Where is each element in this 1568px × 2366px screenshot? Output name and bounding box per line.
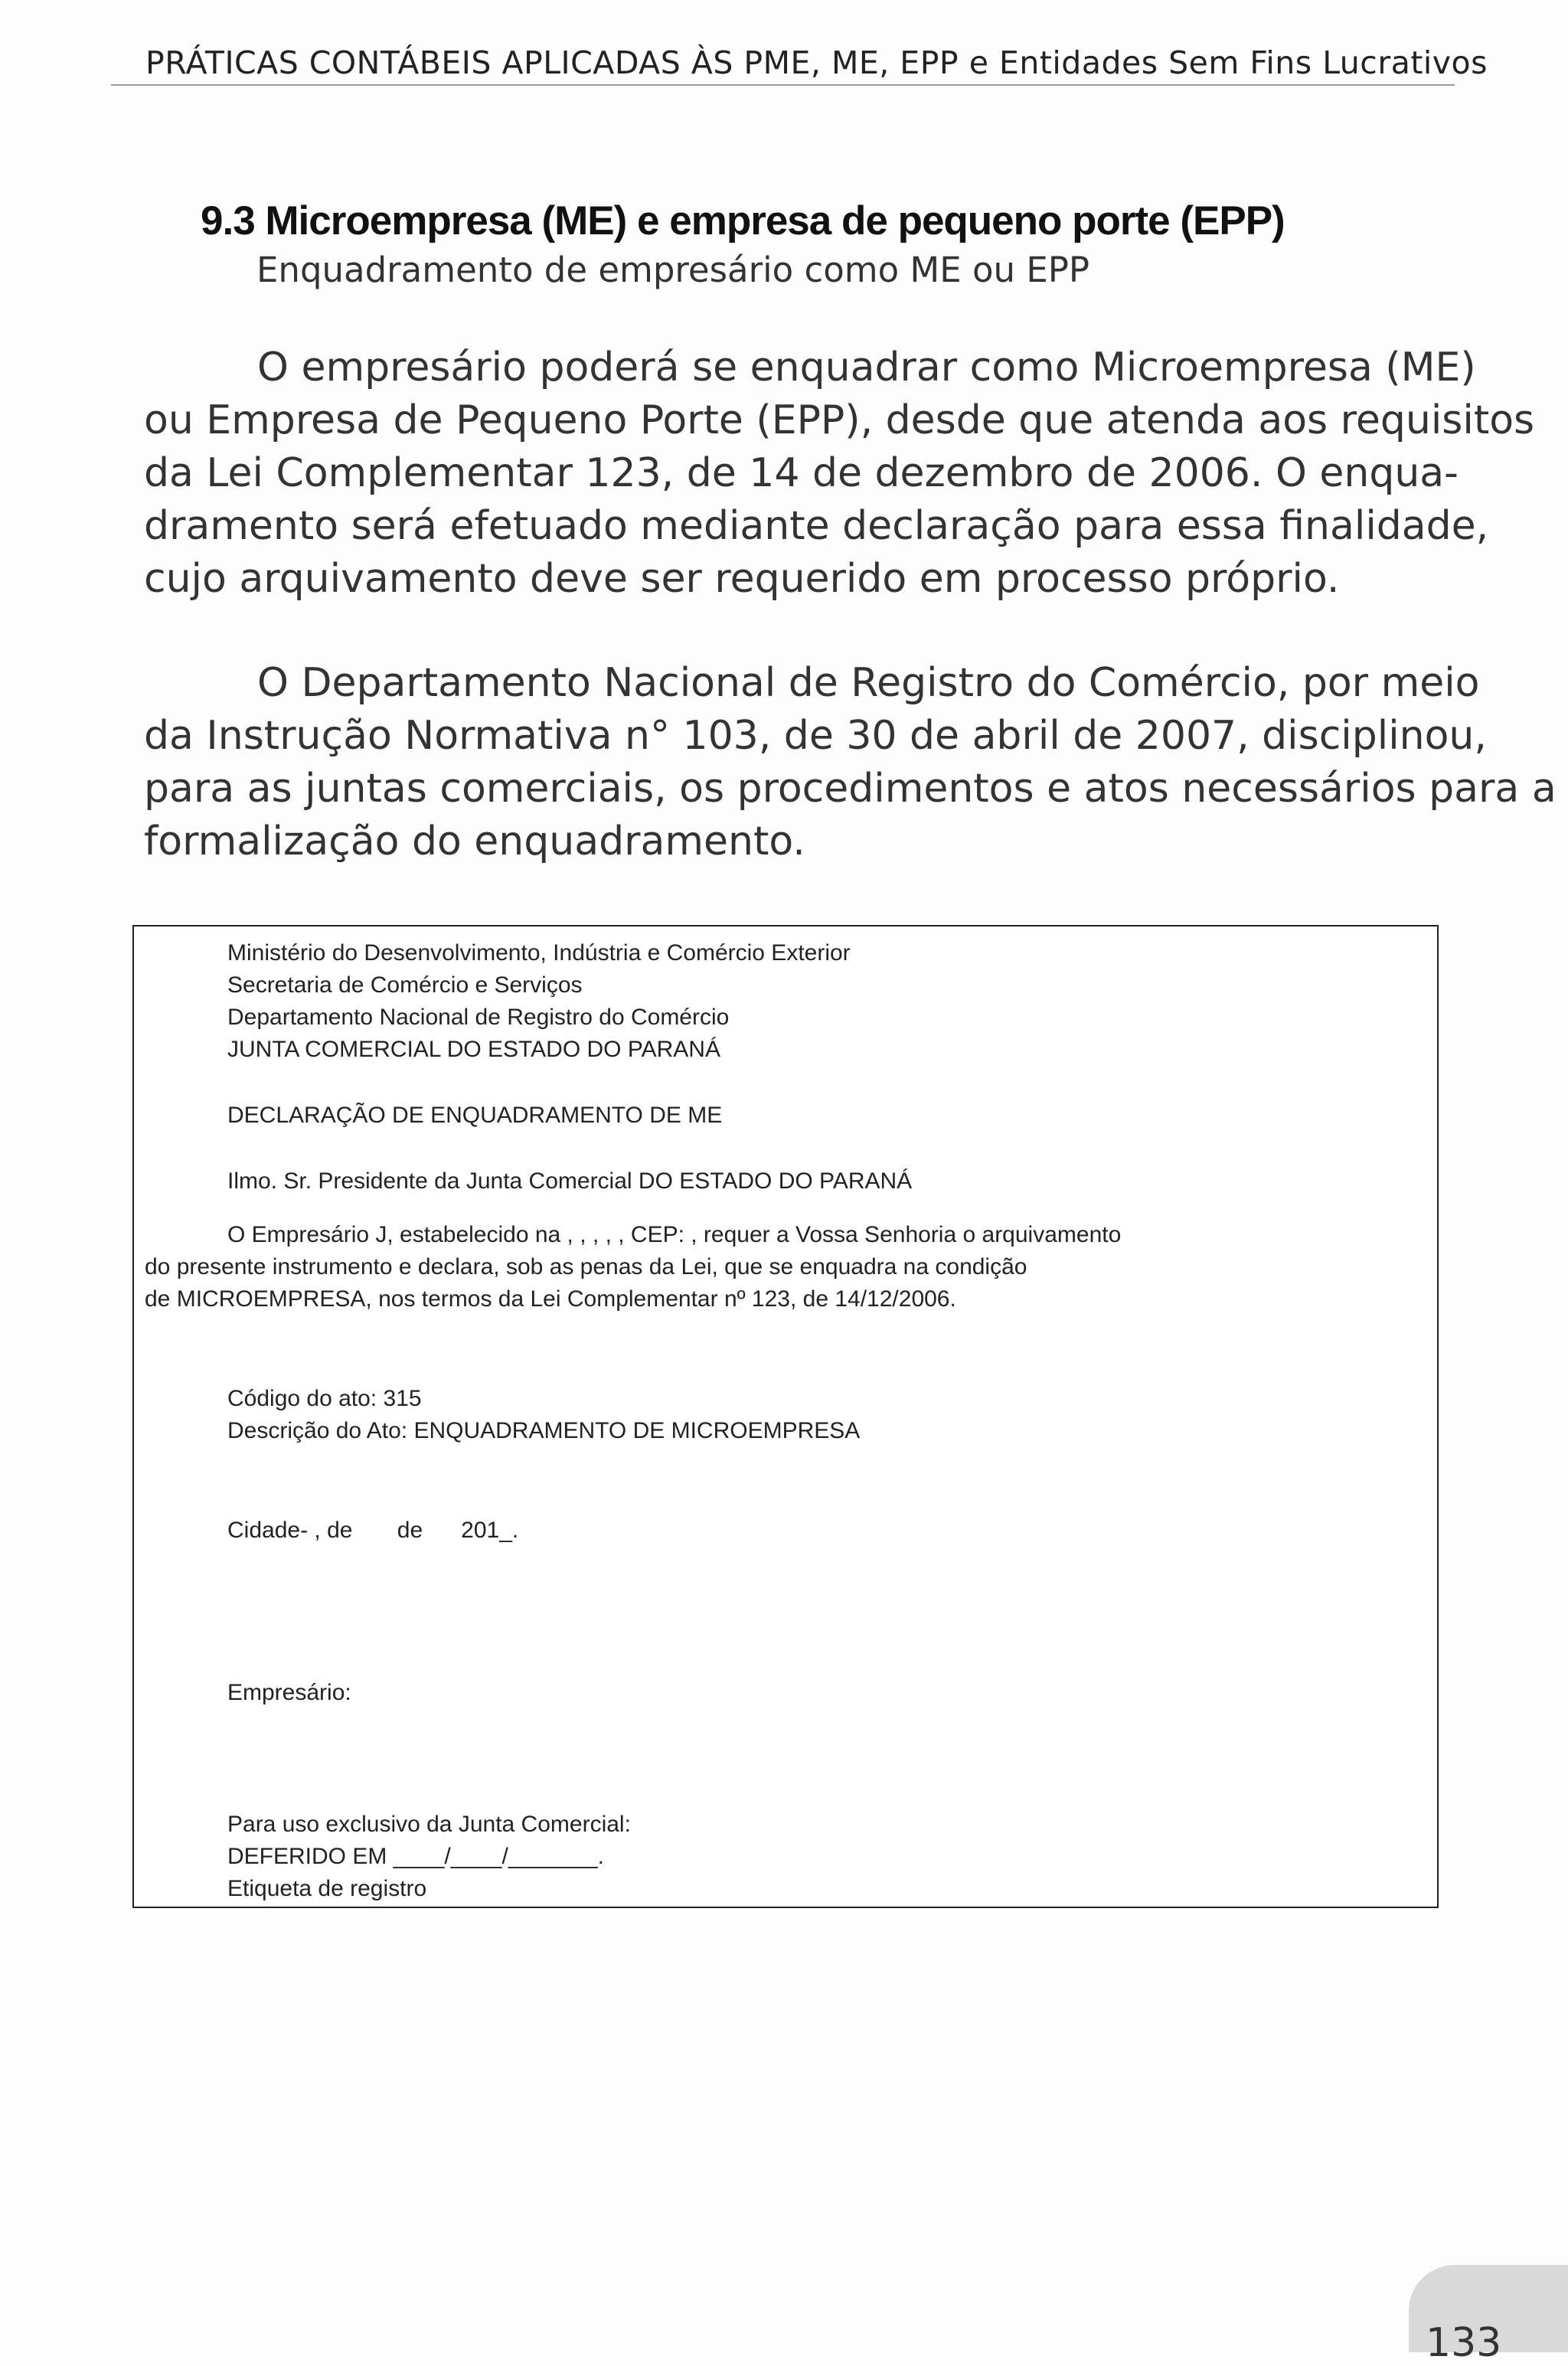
paragraph-line: cujo arquivamento deve ser requerido em processo próprio. [144, 556, 1340, 602]
form-junta: JUNTA COMERCIAL DO ESTADO DO PARANÁ [227, 1037, 720, 1062]
declaration-form-box [132, 925, 1439, 1908]
form-city-date: Cidade- , de de 201_. [227, 1518, 519, 1543]
form-act-code: Código do ato: 315 [227, 1386, 422, 1411]
form-deferred: DEFERIDO EM ____/____/_______. [227, 1844, 604, 1869]
body-paragraph [144, 342, 1535, 606]
page-number: 133 [1426, 2320, 1502, 2366]
form-body-line: O Empresário J, estabelecido na , , , , , CEP: , requer a Vossa Senhoria o arquivamento [227, 1222, 1122, 1247]
form-act-description: Descrição do Ato: ENQUADRAMENTO DE MICROEMPRESA [227, 1418, 861, 1443]
paragraph-line: formalização do enquadramento. [144, 819, 805, 864]
section-subtitle: Enquadramento de empresário como ME ou EPP [256, 250, 1090, 290]
form-body-line: do presente instrumento e declara, sob as penas da Lei, que se enquadra na condição [145, 1254, 1027, 1279]
body-paragraph [144, 657, 1557, 868]
paragraph-line: da Lei Complementar 123, de 14 de dezembro de 2006. O enqua- [144, 450, 1459, 496]
form-ministry: Ministério do Desenvolvimento, Indústria e Comércio Exterior [227, 940, 851, 966]
form-secretariat: Secretaria de Comércio e Serviços [227, 972, 583, 998]
form-department: Departamento Nacional de Registro do Comércio [227, 1005, 730, 1030]
paragraph-line: O Departamento Nacional de Registro do Comércio, por meio [257, 660, 1480, 706]
header-rule [111, 84, 1455, 86]
section-title: 9.3 Microempresa (ME) e empresa de pequeno porte (EPP) [201, 198, 1285, 243]
paragraph-line: ou Empresa de Pequeno Porte (EPP), desde que atenda aos requisitos [144, 397, 1535, 443]
form-exclusive-use: Para uso exclusivo da Junta Comercial: [227, 1812, 631, 1837]
form-signature-label: Empresário: [227, 1680, 351, 1705]
form-addressee: Ilmo. Sr. Presidente da Junta Comercial DO ESTADO DO PARANÁ [227, 1168, 913, 1194]
form-registry-label: Etiqueta de registro [227, 1876, 427, 1901]
running-header: PRÁTICAS CONTÁBEIS APLICADAS ÀS PME, ME, EPP e Entidades Sem Fins Lucrativos [145, 44, 1488, 81]
paragraph-line: da Instrução Normativa n° 103, de 30 de abril de 2007, disciplinou, [144, 713, 1487, 759]
form-declaration-title: DECLARAÇÃO DE ENQUADRAMENTO DE ME [227, 1103, 723, 1128]
form-body-line: de MICROEMPRESA, nos termos da Lei Complementar nº 123, de 14/12/2006. [145, 1286, 956, 1312]
paragraph-line: dramento será efetuado mediante declaração para essa finalidade, [144, 503, 1489, 549]
paragraph-line: para as juntas comerciais, os procedimentos e atos necessários para a [144, 766, 1557, 812]
paragraph-line: O empresário poderá se enquadrar como Microempresa (ME) [257, 345, 1476, 391]
